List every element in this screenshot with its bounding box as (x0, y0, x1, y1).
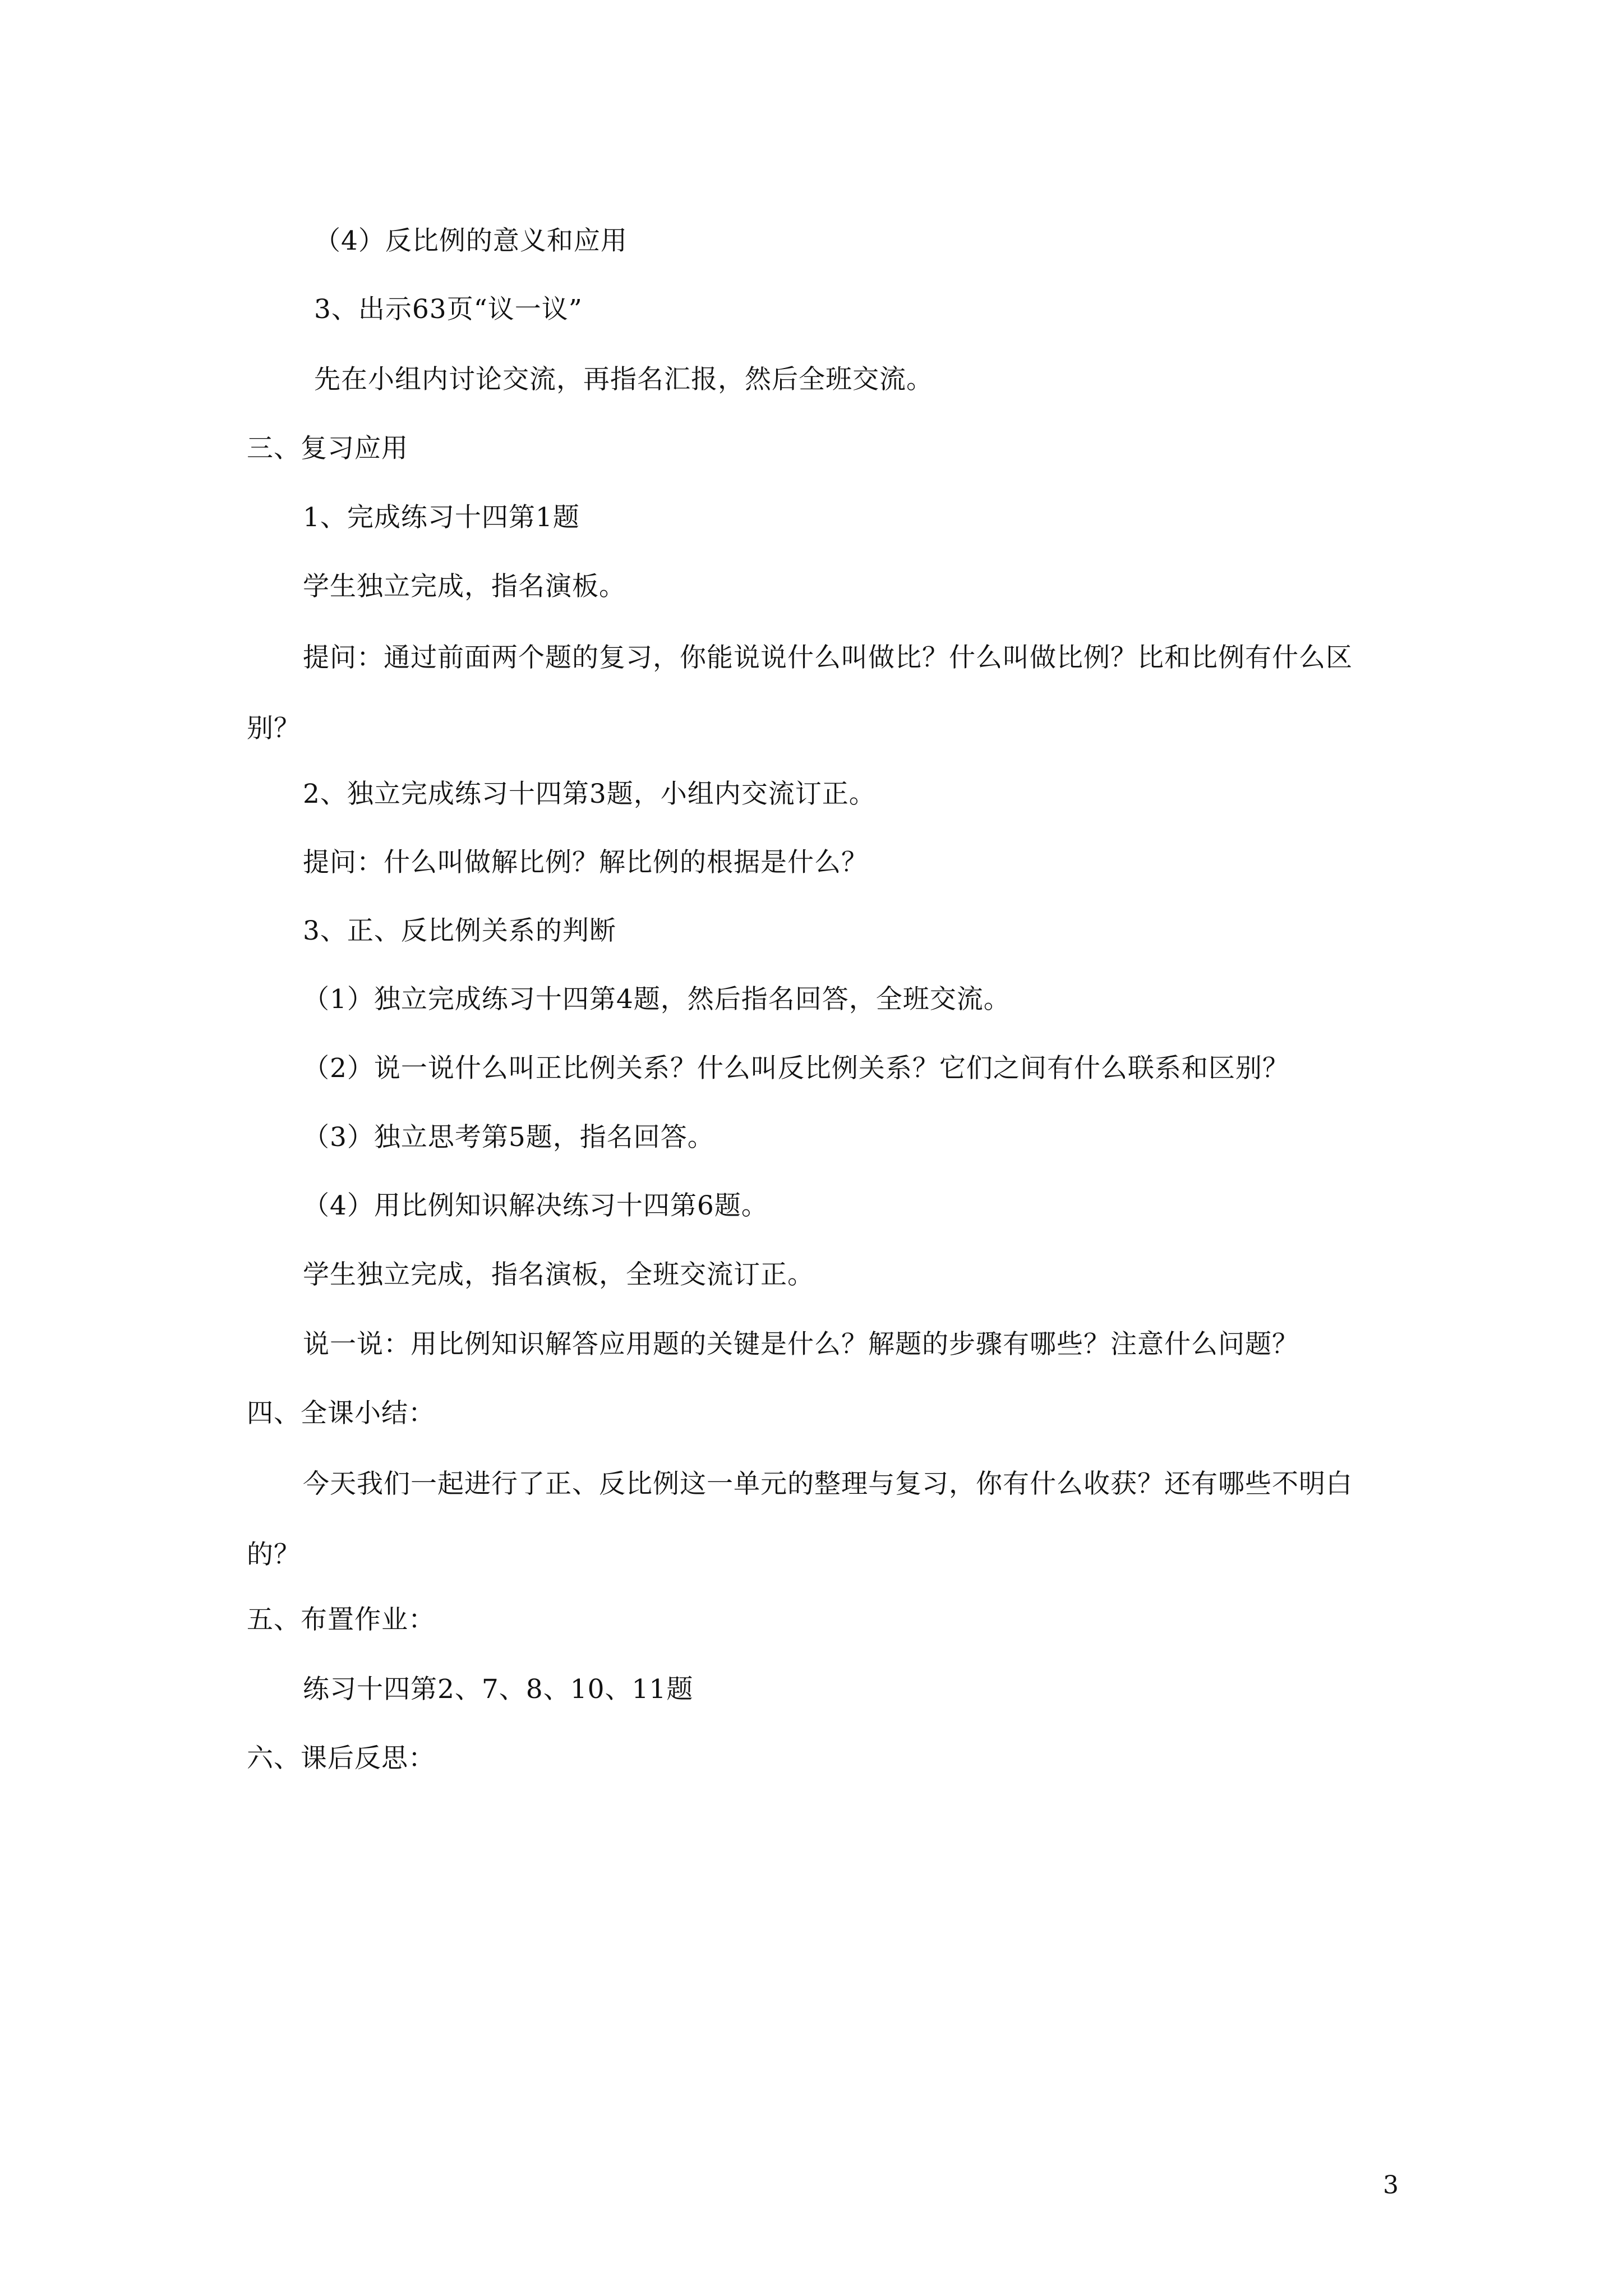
text-paragraph: 提问：通过前面两个题的复习，你能说说什么叫做比？什么叫做比例？比和比例有什么区别？ (247, 642, 1353, 744)
text-line: 学生独立完成，指名演板。 (303, 571, 626, 602)
text-line: 1、完成练习十四第1题 (303, 502, 580, 533)
text-line: 2、独立完成练习十四第3题，小组内交流订正。 (303, 779, 876, 809)
text-line: （3）独立思考第5题，指名回答。 (303, 1122, 714, 1153)
text-line: （2）说一说什么叫正比例关系？什么叫反比例关系？它们之间有什么联系和区别？ (303, 1053, 1289, 1084)
section-heading: 三、复习应用 (247, 433, 408, 464)
text-line: （1）独立完成练习十四第4题，然后指名回答，全班交流。 (303, 984, 1011, 1015)
text-line: （4）用比例知识解决练习十四第6题。 (303, 1190, 768, 1221)
text-line: 先在小组内讨论交流，再指名汇报，然后全班交流。 (314, 364, 933, 395)
page-number: 3 (1383, 2171, 1399, 2200)
text-line: 3、正、反比例关系的判断 (303, 915, 616, 946)
section-heading: 五、布置作业： (247, 1604, 435, 1635)
text-line: 提问：什么叫做解比例？解比例的根据是什么？ (303, 847, 868, 878)
text-line: 练习十四第2、7、8、10、11题 (303, 1674, 694, 1705)
text-paragraph: 今天我们一起进行了正、反比例这一单元的整理与复习，你有什么收获？还有哪些不明白的？ (247, 1469, 1353, 1570)
text-line: 学生独立完成，指名演板，全班交流订正。 (303, 1259, 814, 1290)
section-heading: 四、全课小结： (247, 1398, 435, 1429)
section-heading: 六、课后反思： (247, 1743, 435, 1774)
text-line: 3、出示63页“议一议” (314, 294, 583, 325)
text-line: （4）反比例的意义和应用 (314, 226, 628, 256)
text-line: 说一说：用比例知识解答应用题的关键是什么？解题的步骤有哪些？注意什么问题？ (303, 1329, 1299, 1360)
